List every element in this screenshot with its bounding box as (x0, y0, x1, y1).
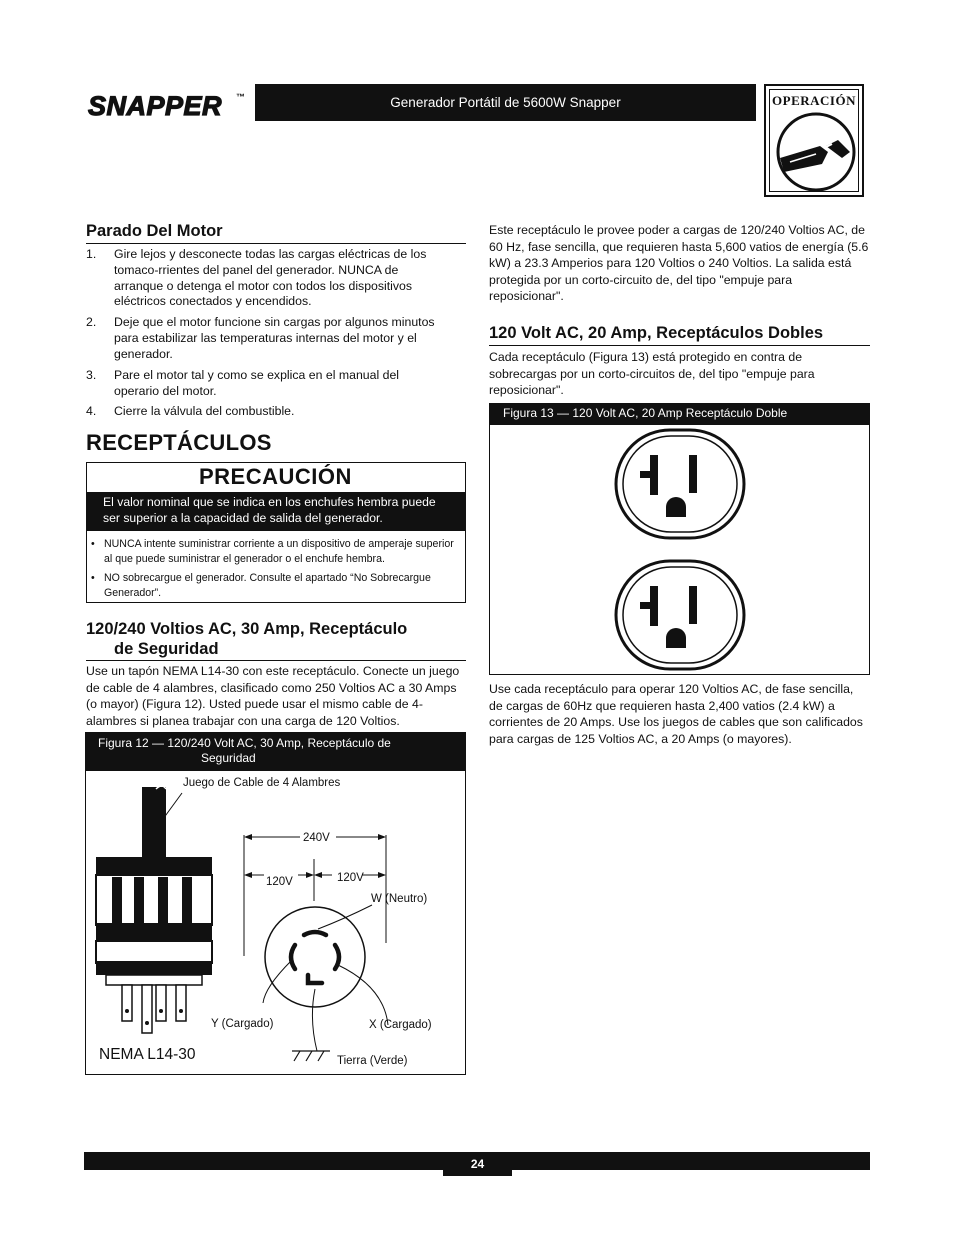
figure-13 (489, 403, 870, 675)
trademark-symbol: ™ (236, 92, 245, 102)
receptacles-heading: RECEPTÁCULOS (86, 430, 272, 455)
step-text: Cierre la válvula del combustible. (114, 404, 295, 418)
step-text: Pare el motor tal y como se explica en el manual del operario del motor. (114, 368, 400, 398)
figure-12-caption-line1: Figura 12 — 120/240 Volt AC, 30 Amp, Receptáculo de (98, 736, 391, 750)
twist-lock-heading (86, 619, 407, 659)
figure-12-caption (86, 733, 465, 771)
step-number: 2. (86, 315, 97, 329)
y-loaded-label: Y (Cargado) (211, 1018, 274, 1030)
document-title-bar (255, 84, 756, 121)
figure-13-caption: Figura 13 — 120 Volt AC, 20 Amp Receptáculo Doble (490, 404, 869, 425)
intro-paragraph: Este receptáculo le provee poder a cargas de 120/240 Voltios AC, de 60 Hz, fase sencilla, que requieren hasta 5,600 vatios de energía (5.6 kW) a 23.3 Amperios para 120 Voltios o 240 Voltios. La salida está protegida por un corto-circuito de, del tipo "empuje para reposicionar". (489, 223, 869, 303)
caution-bullets (87, 537, 465, 604)
figure-12 (85, 732, 466, 1075)
figure-12-caption-line2: Seguridad (201, 751, 256, 765)
stop-engine-heading: Parado Del Motor (86, 222, 223, 240)
voltage-240-label: 240V (303, 832, 330, 844)
step-number: 4. (86, 404, 97, 418)
twist-lock-heading-line2: de Seguridad (114, 640, 219, 658)
caution-banner: El valor nominal que se indica en los enchufes hembra puede ser superior a la capacidad de salida del generador. (87, 492, 465, 531)
twist-lock-diagram (86, 771, 465, 1074)
twist-lock-receptacle-face (265, 907, 365, 1007)
upper-outlet (616, 430, 744, 538)
usage-paragraph: Use cada receptáculo para operar 120 Voltios AC, de fase sencilla, de cargas de 60Hz que requieren hasta 2,400 vatios (2.4 kW) a corrientes de 20 Amps. Use los juegos de cables que son calificados para cargas de 125 Voltios AC, a 20 Amps (o mayores). (489, 682, 863, 746)
duplex-heading: 120 Volt AC, 20 Amp, Receptáculos Dobles (489, 324, 824, 342)
plug-model-label: NEMA L14-30 (99, 1046, 196, 1063)
list-item: • NO sobrecargue el generador. Consulte el apartado “No Sobrecargue Generador”. (87, 571, 465, 602)
brand-text: SNAPPER (88, 91, 223, 121)
stop-engine-steps (86, 247, 466, 427)
twist-lock-body: Use un tapón NEMA L14-30 con este receptáculo. Conecte un juego de cable de 4 alambres, clasificado como 250 Voltios AC a 30 Amps (o mayor) (Figura 12). Usted puede usar el mismo cable de 4-alambres si planea trabajar con una carga de 120 Voltios. (86, 664, 460, 728)
caution-box (86, 462, 466, 603)
document-title: Generador Portátil de 5600W Snapper (390, 95, 621, 110)
operation-section-badge (764, 84, 864, 197)
step-text: Gire lejos y desconecte todas las cargas eléctricas de los tomaco-rrientes del panel del generador. NUNCA de arranque o detenga el motor con todos los dispositivos eléctricos conectados y encendidos. (114, 247, 427, 309)
hand-pull-icon (776, 112, 856, 192)
ground-label: Tierra (Verde) (337, 1055, 408, 1067)
heading-rule (86, 660, 466, 661)
cord-shape (142, 787, 166, 859)
neutral-label: W (Neutro) (371, 893, 428, 905)
heading-rule (489, 345, 870, 346)
duplex-receptacle-diagram (490, 425, 869, 674)
page-number-text: 24 (470, 1157, 485, 1171)
page-number (443, 1152, 512, 1176)
x-loaded-label: X (Cargado) (369, 1019, 432, 1031)
lower-outlet (616, 561, 744, 669)
heading-rule (86, 243, 466, 244)
step-number: 1. (86, 247, 97, 261)
snapper-logo (86, 88, 252, 122)
step-text: Deje que el motor funcione sin cargas por algunos minutos para estabilizar las temperaturas internas del motor y el generador. (114, 315, 435, 361)
voltage-120-left-label: 120V (266, 876, 293, 888)
twist-lock-heading-line1: 120/240 Voltios AC, 30 Amp, Receptáculo (86, 620, 408, 638)
voltage-120-right-label: 120V (337, 872, 364, 884)
step-number: 3. (86, 368, 97, 382)
list-item: • NUNCA intente suministrar corriente a un dispositivo de amperaje superior al que puede suministrar el generador o el enchufe hembra. (87, 537, 465, 568)
cord-label: Juego de Cable de 4 Alambres (183, 777, 341, 789)
duplex-body: Cada receptáculo (Figura 13) está protegido en contra de sobrecargas por un corto-circuitos de, del tipo "empuje para reposicionar". (489, 350, 815, 397)
plug-body (96, 857, 212, 1033)
caution-title: PRECAUCIÓN (199, 464, 352, 489)
section-badge-label: OPERACIÓN (772, 93, 856, 108)
